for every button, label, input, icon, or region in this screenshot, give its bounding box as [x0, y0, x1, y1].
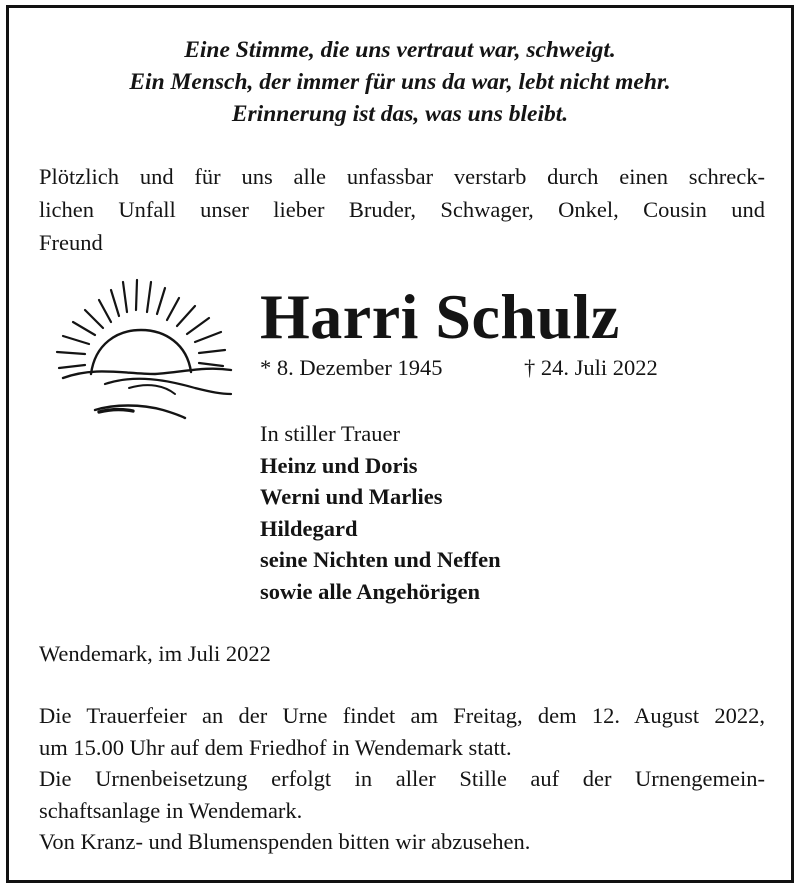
funeral-details — [39, 700, 765, 858]
mourners-heading: In stiller Trauer — [260, 421, 400, 446]
funeral-line: schaftsanlage in Wendemark. — [39, 797, 303, 823]
verse-line: Eine Stimme, die uns vertraut war, schweigt. — [184, 37, 616, 63]
mourner-name: Hildegard — [260, 515, 358, 541]
memorial-verse — [9, 34, 791, 130]
mourner-name: Werni und Marlies — [260, 484, 443, 509]
funeral-line: Von Kranz- und Blumenspenden bitten wir abzusehen. — [39, 829, 531, 854]
sunset-over-hills-icon — [45, 270, 235, 430]
mourner-name: Heinz und Doris — [260, 452, 418, 478]
announcement-text — [39, 160, 765, 259]
life-dates — [260, 352, 658, 384]
deceased-name: Harri Schulz — [260, 281, 620, 352]
announcement-line: lichen Unfall unser lieber Bruder, Schwager, Onkel, Cousin und — [39, 197, 765, 222]
mourners-block — [260, 418, 501, 607]
funeral-line: um 15.00 Uhr auf dem Friedhof in Wendemark statt. — [39, 734, 512, 760]
verse-line: Erinnerung ist das, was uns bleibt. — [231, 101, 569, 127]
mourner-name: sowie alle Angehörigen — [260, 578, 480, 604]
birth-date: * 8. Dezember 1945 — [260, 355, 443, 380]
funeral-line: Die Urnenbeisetzung erfolgt in aller Stille auf der Urnengemein- — [39, 766, 765, 791]
mourner-name: seine Nichten und Neffen — [260, 547, 501, 572]
verse-line: Ein Mensch, der immer für uns da war, lebt nicht mehr. — [129, 69, 671, 95]
announcement-line: Freund — [39, 230, 103, 255]
place-and-date: Wendemark, im Juli 2022 — [39, 641, 271, 666]
death-date: † 24. Juli 2022 — [524, 355, 658, 380]
announcement-line: Plötzlich und für uns alle unfassbar verstarb durch einen schreck- — [39, 164, 765, 189]
funeral-line: Die Trauerfeier an der Urne findet am Freitag, dem 12. August 2022, — [39, 703, 765, 728]
obituary-frame — [6, 5, 794, 883]
